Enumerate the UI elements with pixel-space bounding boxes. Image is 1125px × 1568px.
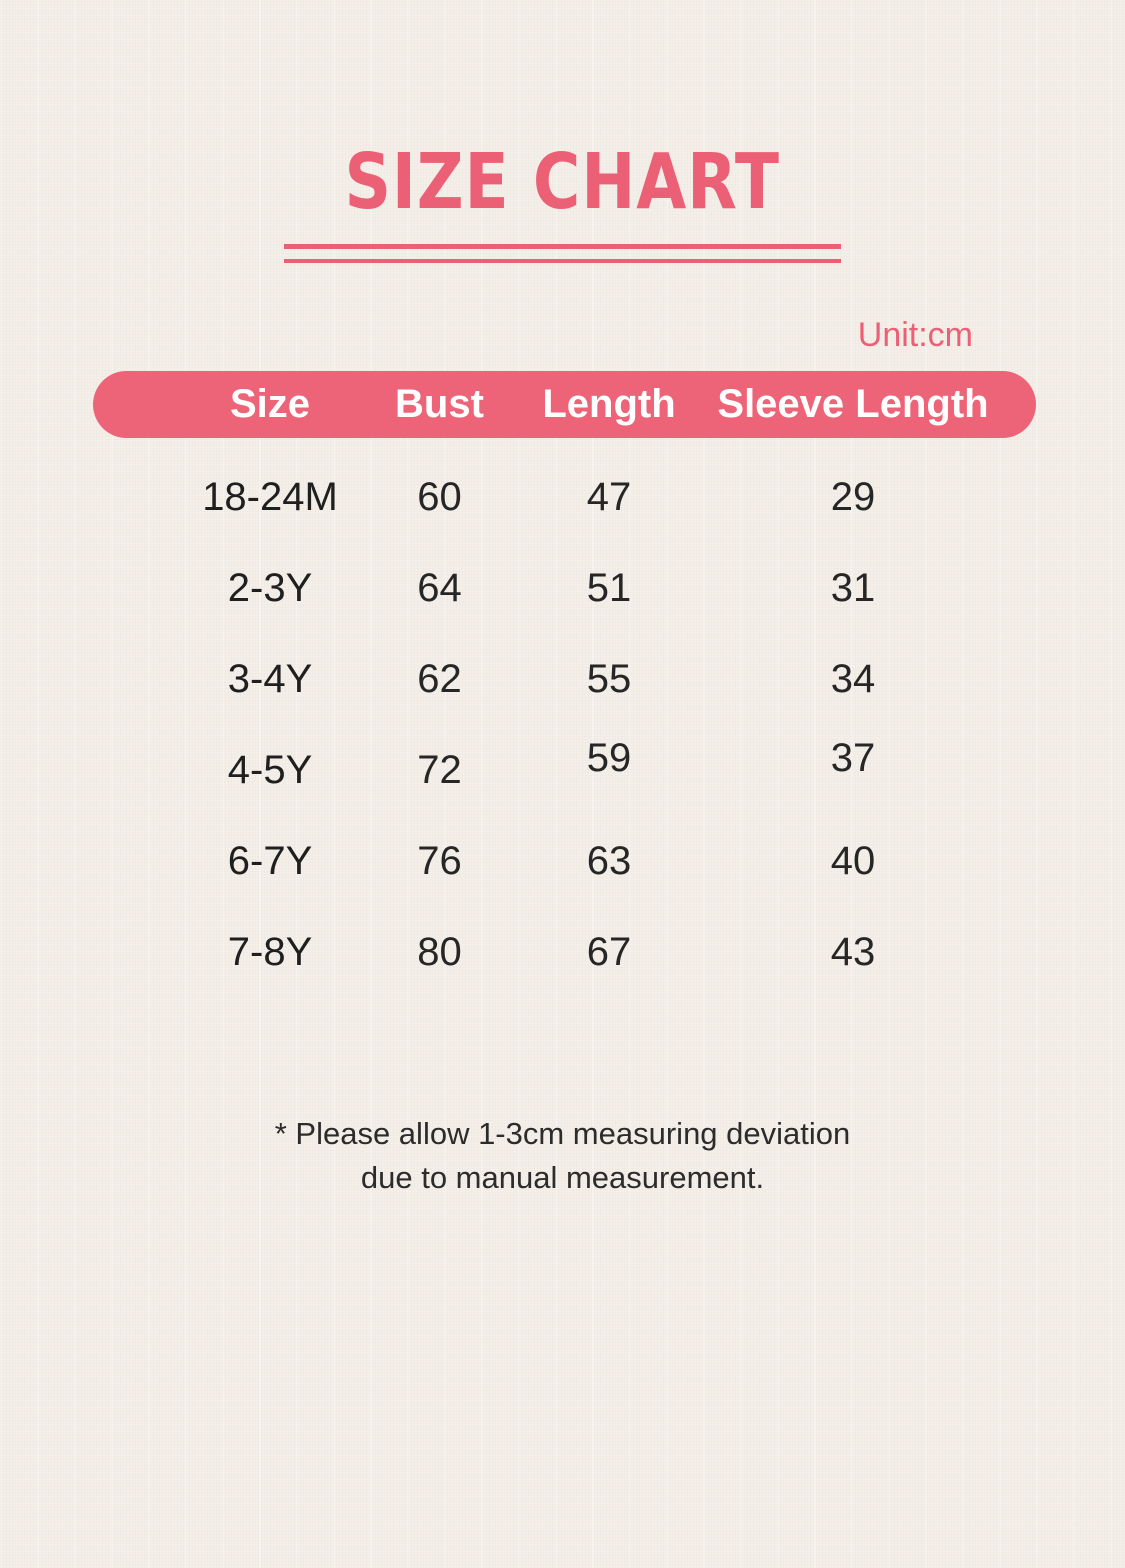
table-row [93,543,1036,634]
unit-label: Unit:cm [857,316,973,354]
table-row [93,634,1036,725]
cell-bust: 76 [417,839,462,883]
table-row [93,452,1036,543]
cell-size: 4-5Y [227,748,313,792]
cell-bust: 62 [417,657,462,701]
cell-size: 2-3Y [227,566,313,610]
cell-size: 3-4Y [227,657,313,701]
cell-sleeve-length: 40 [830,839,876,883]
cell-bust: 72 [417,748,462,792]
cell-sleeve-length: 29 [830,475,876,519]
header-cell-length: Length [542,382,676,426]
cell-length: 47 [586,475,632,519]
title-underline [284,244,841,263]
cell-sleeve-length: 43 [830,930,876,974]
cell-bust: 60 [417,475,462,519]
size-table [93,371,1036,998]
table-row [93,816,1036,907]
header-cell-bust: Bust [395,382,484,426]
cell-sleeve-length: 34 [830,657,876,701]
table-row [93,725,1036,816]
cell-size: 7-8Y [227,930,313,974]
cell-length: 51 [586,566,632,610]
title-underline-top [284,244,841,249]
cell-sleeve-length: 31 [830,566,876,610]
cell-bust: 80 [417,930,462,974]
cell-length: 59 [586,736,632,780]
title-underline-bottom [284,259,841,263]
cell-sleeve-length: 37 [830,736,876,780]
cell-size: 18-24M [202,475,338,519]
header-cell-size: Size [229,382,311,426]
cell-length: 63 [586,839,632,883]
table-row [93,907,1036,998]
measurement-note [0,1112,1125,1200]
table-header-row [93,371,1036,438]
measurement-note-line2: due to manual measurement. [360,1160,765,1195]
header-cell-sleeve-length: Sleeve Length [717,382,989,426]
cell-size: 6-7Y [227,839,313,883]
page-title-text: SIZE CHART [344,138,781,227]
cell-length: 55 [586,657,632,701]
cell-bust: 64 [417,566,462,610]
table-body [93,452,1036,998]
cell-length: 67 [586,930,632,974]
page-title [0,138,1125,227]
measurement-note-line1: * Please allow 1-3cm measuring deviation [274,1116,851,1151]
